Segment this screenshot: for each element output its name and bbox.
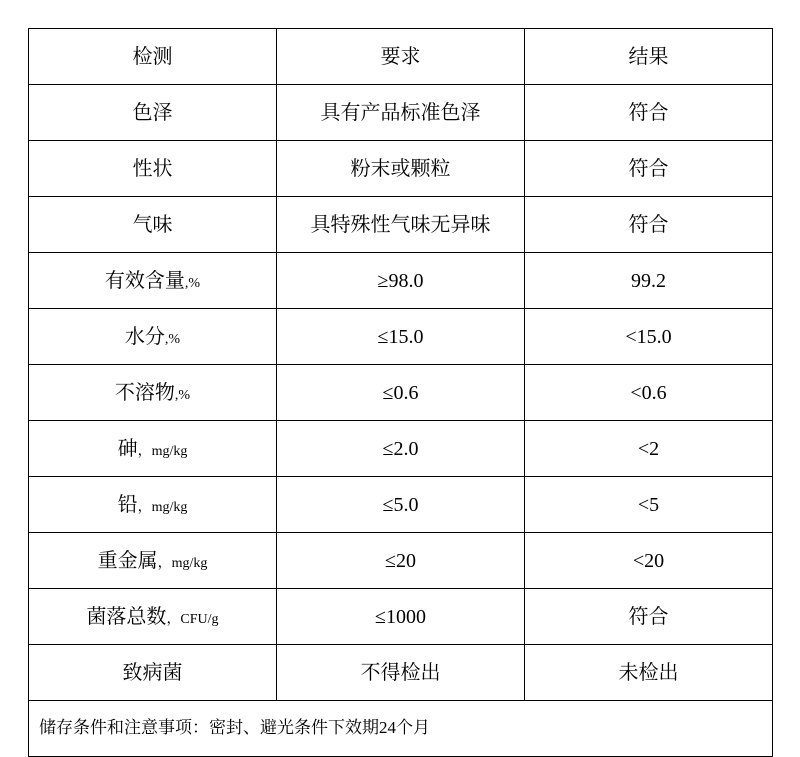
specification-table-wrapper: [28, 28, 772, 757]
cell-result: [525, 589, 773, 645]
result-value: <2: [637, 437, 660, 460]
cell-result: [525, 197, 773, 253]
column-header-requirement-label: 要求: [380, 45, 421, 68]
specification-table: [28, 28, 773, 757]
result-value: <15.0: [625, 325, 672, 348]
cell-result: [525, 365, 773, 421]
column-header-requirement: [277, 29, 525, 85]
cell-result: [525, 253, 773, 309]
table-row: [29, 85, 773, 141]
requirement-value: ≤2.0: [382, 437, 419, 460]
table-row: [29, 421, 773, 477]
cell-item: [29, 477, 277, 533]
item-label: 不溶物: [114, 381, 175, 404]
result-value: 99.2: [631, 269, 666, 292]
requirement-value: ≤0.6: [382, 381, 419, 404]
table-row: [29, 309, 773, 365]
table-row: [29, 477, 773, 533]
column-header-item-label: 检测: [132, 45, 173, 68]
table-header-row: [29, 29, 773, 85]
cell-result: [525, 85, 773, 141]
column-header-result: [525, 29, 773, 85]
requirement-value: 粉末或颗粒: [350, 157, 451, 180]
item-unit: ，mg/kg: [157, 555, 208, 571]
item-unit: ,%: [164, 331, 181, 347]
cell-result: [525, 477, 773, 533]
item-name: 气味: [132, 213, 173, 236]
table-row: [29, 365, 773, 421]
result-value: <20: [632, 549, 665, 572]
table-row: [29, 197, 773, 253]
cell-requirement: [277, 645, 525, 701]
table-row: [29, 589, 773, 645]
result-value: 符合: [628, 101, 669, 124]
item-name: [29, 493, 276, 517]
requirement-value: ≤15.0: [377, 325, 424, 348]
requirement-value: ≤5.0: [382, 493, 419, 516]
item-unit: ，mg/kg: [137, 443, 188, 459]
column-header-result-label: 结果: [628, 45, 669, 68]
cell-requirement: [277, 421, 525, 477]
item-name: [29, 325, 276, 349]
item-unit: ，CFU/g: [166, 611, 219, 627]
cell-requirement: [277, 365, 525, 421]
cell-requirement: [277, 589, 525, 645]
cell-result: [525, 533, 773, 589]
cell-requirement: [277, 141, 525, 197]
item-unit: ,%: [184, 275, 201, 291]
cell-item: [29, 85, 277, 141]
cell-result: [525, 645, 773, 701]
cell-item: [29, 421, 277, 477]
item-name: [29, 549, 276, 573]
requirement-value: ≥98.0: [377, 269, 424, 292]
cell-result: [525, 141, 773, 197]
item-label: 重金属: [97, 549, 158, 572]
result-value: 符合: [628, 157, 669, 180]
item-name: 色泽: [132, 101, 173, 124]
result-value: 符合: [628, 213, 669, 236]
requirement-value: 不得检出: [360, 661, 441, 684]
table-note-row: [29, 701, 773, 757]
item-name: [29, 605, 276, 629]
item-label: 菌落总数: [86, 605, 167, 628]
cell-item: [29, 197, 277, 253]
item-unit: ,%: [174, 387, 191, 403]
table-row: [29, 533, 773, 589]
item-unit: ，mg/kg: [137, 499, 188, 515]
item-name: [29, 381, 276, 405]
cell-result: [525, 309, 773, 365]
item-name: [29, 269, 276, 293]
cell-requirement: [277, 309, 525, 365]
result-value: <5: [637, 493, 660, 516]
table-row: [29, 253, 773, 309]
result-value: <0.6: [630, 381, 667, 404]
item-label: 有效含量: [104, 269, 185, 292]
cell-requirement: [277, 253, 525, 309]
item-label: 水分: [124, 325, 165, 348]
cell-item: [29, 589, 277, 645]
cell-item: [29, 533, 277, 589]
cell-requirement: [277, 85, 525, 141]
table-row: [29, 645, 773, 701]
item-name: [29, 437, 276, 461]
cell-requirement: [277, 533, 525, 589]
item-label: 铅: [117, 493, 138, 516]
column-header-item: [29, 29, 277, 85]
cell-item: [29, 645, 277, 701]
requirement-value: ≤1000: [375, 605, 426, 628]
result-value: 符合: [628, 605, 669, 628]
table-row: [29, 141, 773, 197]
item-name: 性状: [132, 157, 173, 180]
cell-item: [29, 141, 277, 197]
result-value: 未检出: [618, 661, 679, 684]
requirement-value: 具有产品标准色泽: [320, 101, 481, 124]
cell-requirement: [277, 477, 525, 533]
requirement-value: ≤20: [385, 549, 416, 572]
storage-note: 储存条件和注意事项：密封、避光条件下效期24个月: [39, 718, 430, 738]
cell-item: [29, 309, 277, 365]
cell-note: [29, 701, 773, 757]
cell-item: [29, 253, 277, 309]
item-label: 砷: [117, 437, 138, 460]
cell-item: [29, 365, 277, 421]
cell-requirement: [277, 197, 525, 253]
requirement-value: 具特殊性气味无异味: [310, 213, 491, 236]
cell-result: [525, 421, 773, 477]
item-name: 致病菌: [122, 661, 183, 684]
